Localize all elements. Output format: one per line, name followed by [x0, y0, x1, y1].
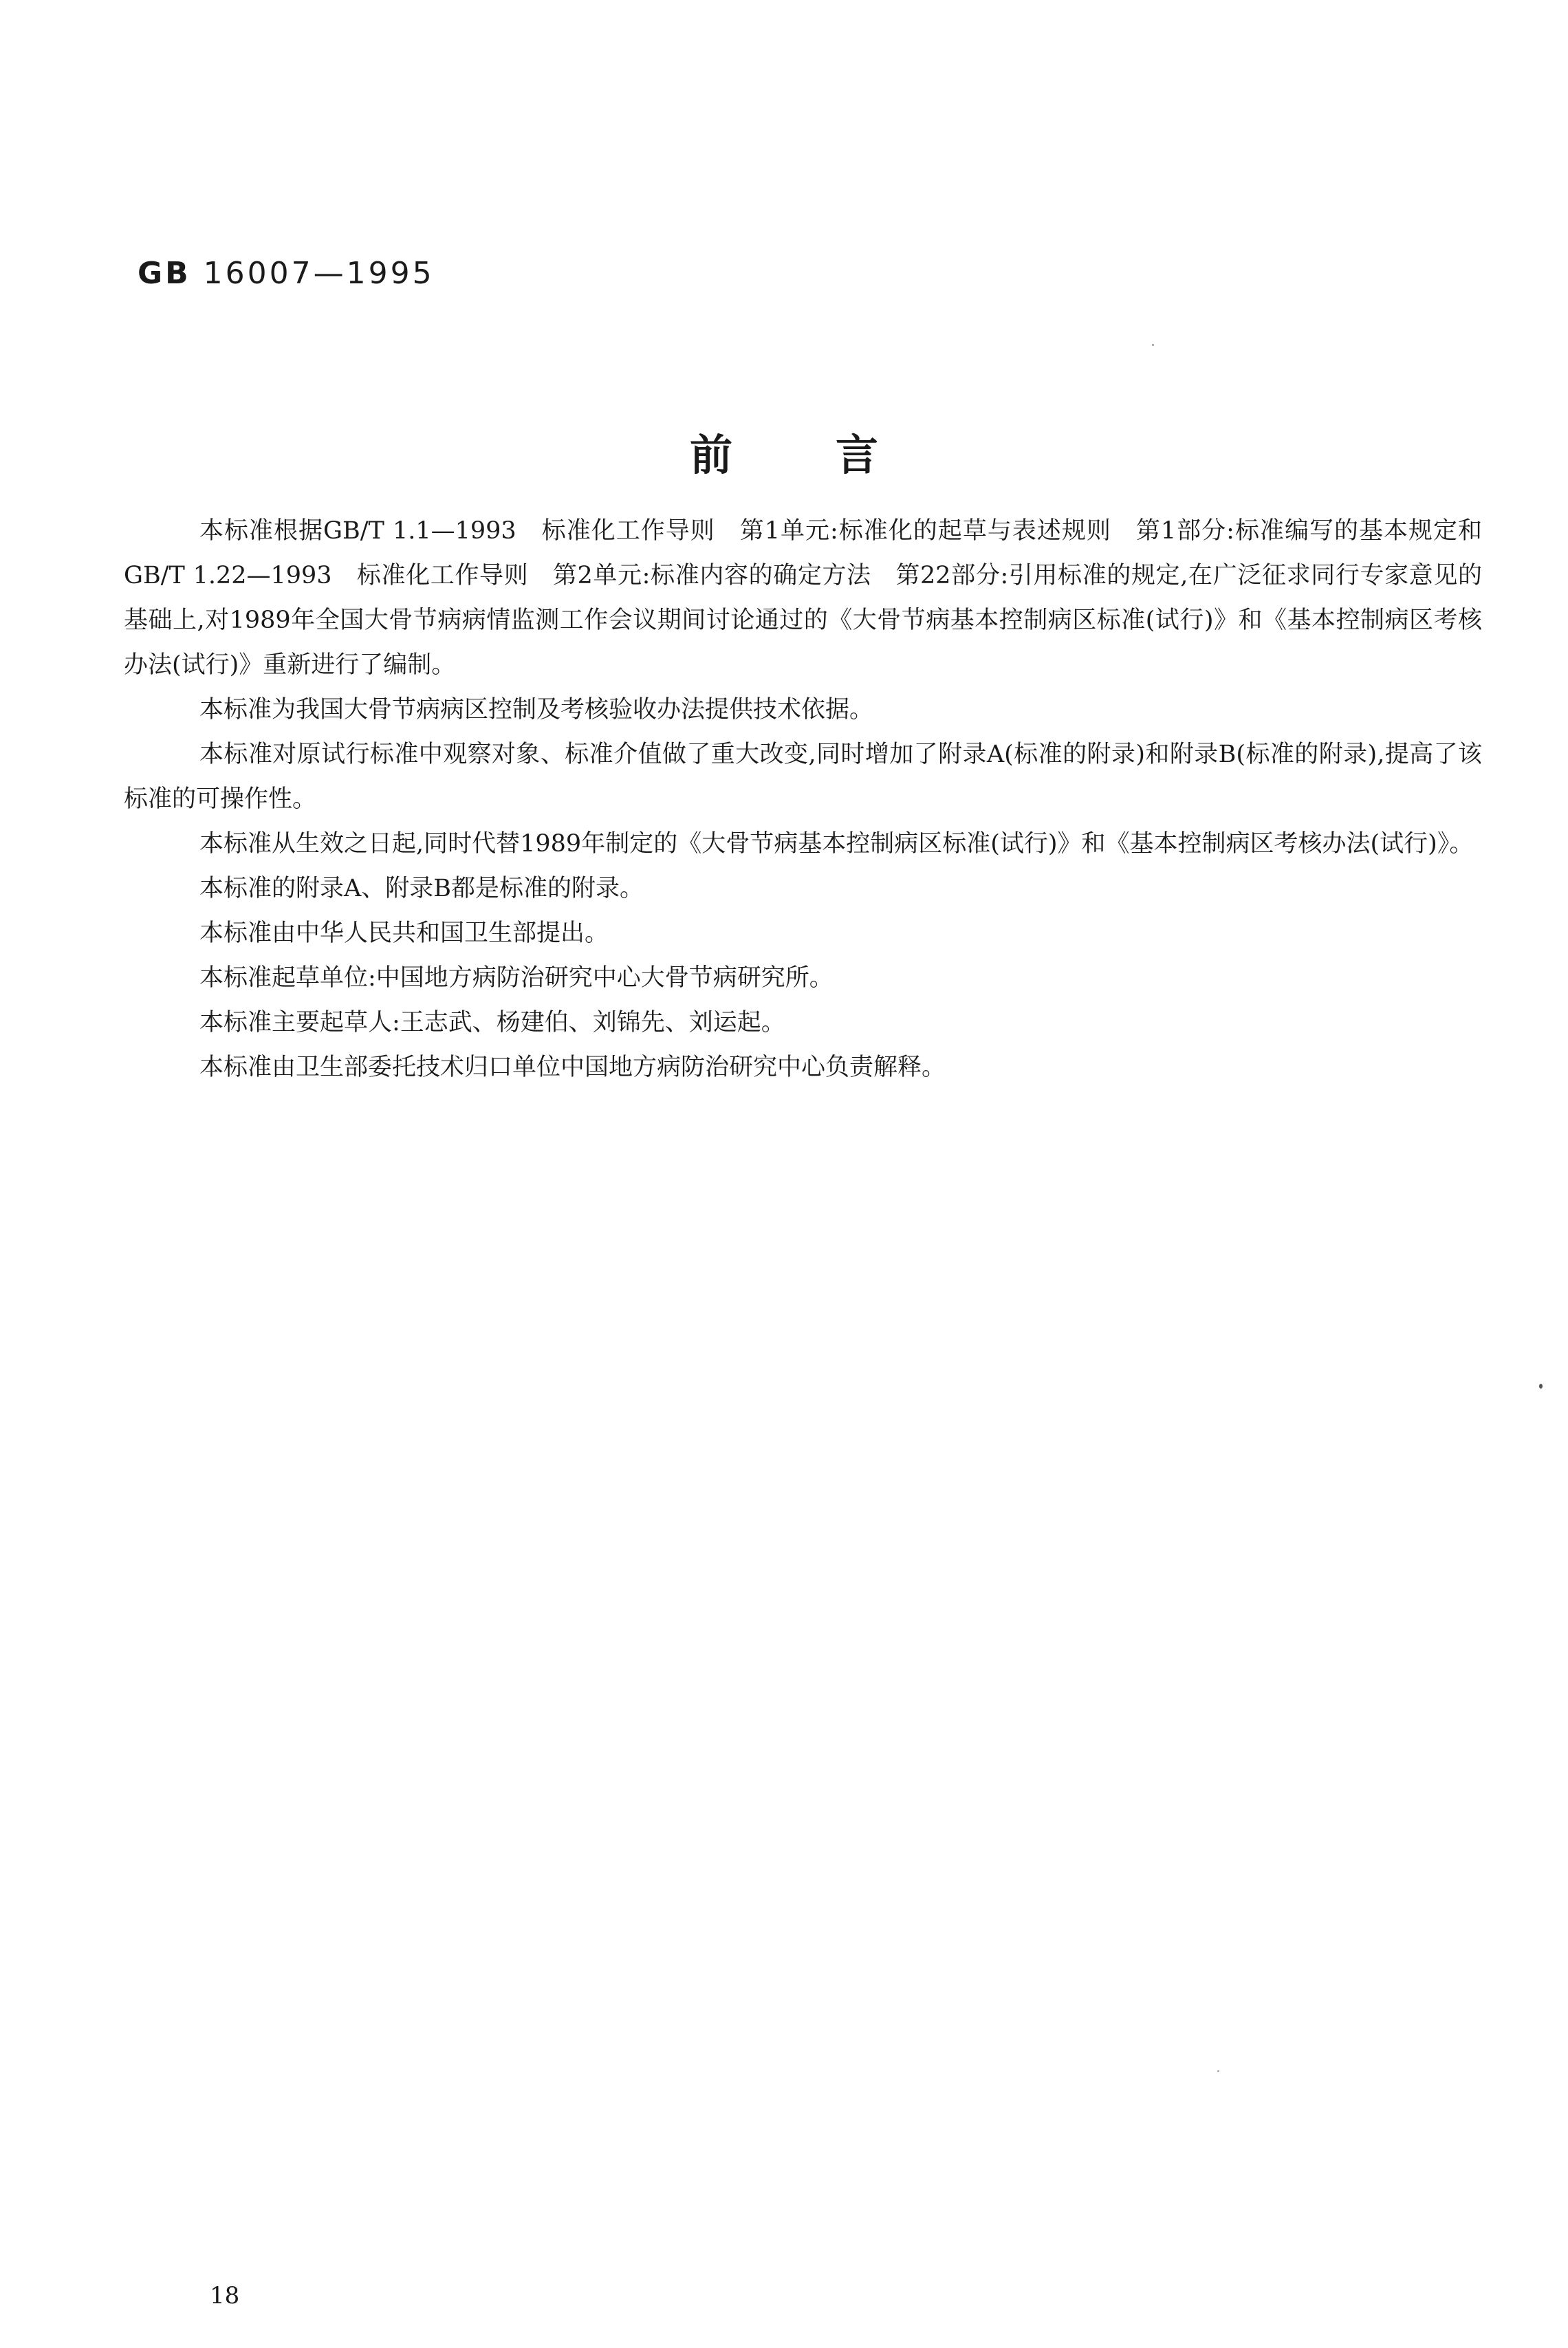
foreword-body [124, 509, 1482, 1090]
standard-prefix: GB [138, 256, 191, 291]
paragraph: 本标准由中华人民共和国卫生部提出。 [199, 920, 609, 947]
paragraph: 本标准从生效之日起,同时代替1989年制定的《大骨节病基本控制病区标准(试行)》和《基本控制病区考核办法(试行)》。 [199, 830, 1474, 858]
paragraph: 本标准根据GB/T 1.1—1993 标准化工作导则 第1单元:标准化的起草与表述规则 第1部分:标准编写的基本规定和GB/T 1.22—1993 标准化工作导则 第2单元:标准内容的确定方法 第22部分:引用标准的规定,在广泛征求同行专家意见的基础上,对1989年全国大骨节病病情监测工作会议期间讨论通过的《大骨节病基本控制病区标准(试行)》和《基本控制病区考核办法(试行)》重新进行了编制。 [124, 517, 1482, 679]
paragraph: 本标准主要起草人:王志武、杨建伯、刘锦先、刘运起。 [199, 1009, 785, 1036]
paragraph: 本标准的附录A、附录B都是标准的附录。 [199, 875, 644, 902]
paragraph: 本标准为我国大骨节病病区控制及考核验收办法提供技术依据。 [199, 696, 874, 724]
scan-speck [1152, 344, 1154, 346]
scan-speck [1217, 2070, 1219, 2072]
standard-number [138, 256, 435, 291]
standard-code: 16007—1995 [203, 256, 435, 291]
paragraph: 本标准起草单位:中国地方病防治研究中心大骨节病研究所。 [199, 964, 834, 992]
paragraph: 本标准由卫生部委托技术归口单位中国地方病防治研究中心负责解释。 [199, 1054, 946, 1081]
paragraph: 本标准对原试行标准中观察对象、标准介值做了重大改变,同时增加了附录A(标准的附录)和附录B(标准的附录),提高了该标准的可操作性。 [124, 741, 1482, 813]
page-number: 18 [210, 2282, 240, 2309]
page-title: 前言 [689, 430, 981, 480]
scan-speck [1539, 1384, 1543, 1389]
